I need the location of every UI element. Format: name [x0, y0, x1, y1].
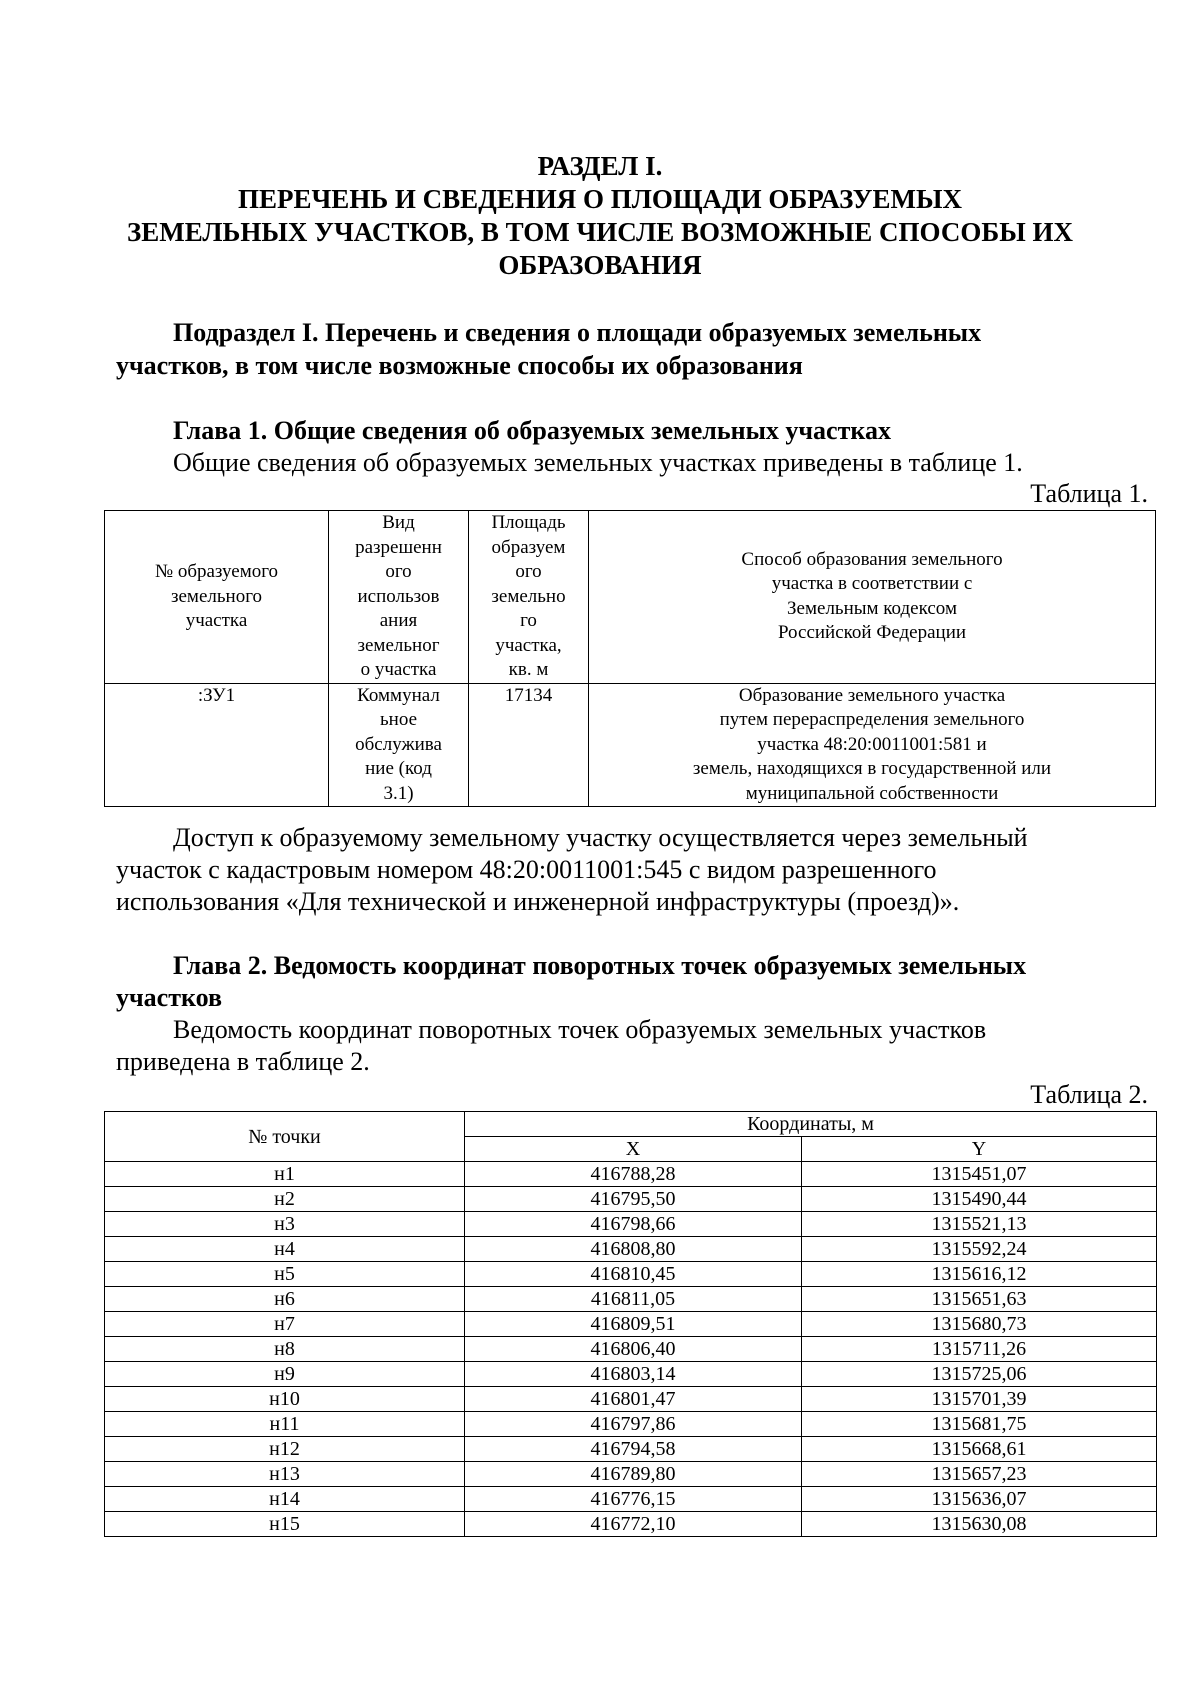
cell-point: н5 — [105, 1262, 465, 1287]
cell-y: 1315668,61 — [802, 1437, 1157, 1462]
table-row — [105, 1362, 1157, 1387]
table-1-caption: Таблица 1. — [1030, 479, 1148, 508]
cell-x: 416788,28 — [465, 1162, 802, 1187]
cell-permitted-use: Коммунал ьное обслужива ние (код 3.1) — [329, 683, 469, 807]
cell-x: 416789,80 — [465, 1462, 802, 1487]
cell-y: 1315521,13 — [802, 1212, 1157, 1237]
table-row — [105, 1412, 1157, 1437]
subsection-heading — [116, 316, 1106, 382]
cell-x: 416810,45 — [465, 1262, 802, 1287]
cell-y: 1315701,39 — [802, 1387, 1157, 1412]
cell-point: н10 — [105, 1387, 465, 1412]
section-title-line: ОБРАЗОВАНИЯ — [498, 250, 702, 280]
section-title-line: РАЗДЕЛ I. — [537, 151, 663, 181]
chapter-1-text: Общие сведения об образуемых земельных участках приведены в таблице 1. — [173, 448, 1023, 477]
section-title — [100, 150, 1100, 282]
table-row — [105, 1487, 1157, 1512]
cell-formation-method: Образование земельного участка путем перераспределения земельного участка 48:20:0011001:581 и земель, находящихся в государственной или муниципальной собственности — [589, 683, 1156, 807]
table-2-caption: Таблица 2. — [1030, 1080, 1148, 1109]
cell-point: н3 — [105, 1212, 465, 1237]
table-row — [105, 1512, 1157, 1537]
cell-x: 416801,47 — [465, 1387, 802, 1412]
header-permitted-use: Вид разрешенн ого использов ания земельног о участка — [329, 511, 469, 684]
table-row — [105, 1212, 1157, 1237]
cell-y: 1315630,08 — [802, 1512, 1157, 1537]
cell-y: 1315680,73 — [802, 1312, 1157, 1337]
chapter-1 — [116, 415, 1116, 479]
table-2 — [104, 1111, 1157, 1537]
cell-point: н15 — [105, 1512, 465, 1537]
table-2-body — [105, 1162, 1157, 1537]
header-area: Площадь образуем ого земельно го участка, кв. м — [469, 511, 589, 684]
cell-point: н13 — [105, 1462, 465, 1487]
cell-y: 1315711,26 — [802, 1337, 1157, 1362]
table-row — [105, 1462, 1157, 1487]
table-row — [105, 1337, 1157, 1362]
cell-y: 1315592,24 — [802, 1237, 1157, 1262]
table-row — [105, 1312, 1157, 1337]
subsection-line: Подраздел I. Перечень и сведения о площади образуемых земельных — [173, 318, 982, 347]
cell-area: 17134 — [469, 683, 589, 807]
chapter-2 — [116, 950, 1116, 1078]
cell-y: 1315657,23 — [802, 1462, 1157, 1487]
header-y: Y — [802, 1137, 1157, 1162]
table-row — [105, 683, 1156, 807]
cell-point: н7 — [105, 1312, 465, 1337]
header-parcel-number: № образуемого земельного участка — [105, 511, 329, 684]
cell-x: 416798,66 — [465, 1212, 802, 1237]
cell-x: 416809,51 — [465, 1312, 802, 1337]
table-row — [105, 1437, 1157, 1462]
cell-x: 416808,80 — [465, 1237, 802, 1262]
cell-point: н11 — [105, 1412, 465, 1437]
cell-x: 416797,86 — [465, 1412, 802, 1437]
cell-x: 416811,05 — [465, 1287, 802, 1312]
table-row — [105, 1262, 1157, 1287]
section-title-line: ЗЕМЕЛЬНЫХ УЧАСТКОВ, В ТОМ ЧИСЛЕ ВОЗМОЖНЫЕ СПОСОБЫ ИХ — [127, 217, 1073, 247]
cell-y: 1315725,06 — [802, 1362, 1157, 1387]
cell-point: н14 — [105, 1487, 465, 1512]
table-row — [105, 1287, 1157, 1312]
table-row — [105, 1237, 1157, 1262]
cell-parcel-number: :ЗУ1 — [105, 683, 329, 807]
table-row — [105, 1387, 1157, 1412]
cell-y: 1315451,07 — [802, 1162, 1157, 1187]
cell-point: н6 — [105, 1287, 465, 1312]
table-row — [105, 1187, 1157, 1212]
cell-x: 416803,14 — [465, 1362, 802, 1387]
table-1-header-row — [105, 511, 1156, 684]
cell-x: 416806,40 — [465, 1337, 802, 1362]
header-coordinates: Координаты, м — [465, 1112, 1157, 1137]
header-x: X — [465, 1137, 802, 1162]
header-point-number: № точки — [105, 1112, 465, 1162]
cell-y: 1315616,12 — [802, 1262, 1157, 1287]
cell-y: 1315490,44 — [802, 1187, 1157, 1212]
cell-x: 416776,15 — [465, 1487, 802, 1512]
cell-point: н1 — [105, 1162, 465, 1187]
cell-y: 1315636,07 — [802, 1487, 1157, 1512]
cell-point: н4 — [105, 1237, 465, 1262]
cell-point: н8 — [105, 1337, 465, 1362]
chapter-2-text-cont: приведена в таблице 2. — [116, 1047, 370, 1076]
header-formation-method: Способ образования земельного участка в соответствии с Земельным кодексом Российской Федерации — [589, 511, 1156, 684]
section-title-line: ПЕРЕЧЕНЬ И СВЕДЕНИЯ О ПЛОЩАДИ ОБРАЗУЕМЫХ — [237, 184, 962, 214]
cell-x: 416795,50 — [465, 1187, 802, 1212]
table-1 — [104, 510, 1156, 807]
cell-x: 416794,58 — [465, 1437, 802, 1462]
cell-x: 416772,10 — [465, 1512, 802, 1537]
cell-point: н12 — [105, 1437, 465, 1462]
chapter-2-heading: Глава 2. Ведомость координат поворотных точек образуемых земельных — [173, 951, 1027, 980]
cell-point: н2 — [105, 1187, 465, 1212]
access-paragraph: Доступ к образуемому земельному участку осуществляется через земельный участок с кадастровым номером 48:20:0011001:545 с видом разрешенного использования «Для технической и инженерной инфраструктуры (проезд)». — [116, 823, 1028, 916]
chapter-2-text: Ведомость координат поворотных точек образуемых земельных участков — [173, 1015, 987, 1044]
cell-y: 1315651,63 — [802, 1287, 1157, 1312]
chapter-1-heading: Глава 1. Общие сведения об образуемых земельных участках — [173, 416, 891, 445]
cell-point: н9 — [105, 1362, 465, 1387]
subsection-line: участков, в том числе возможные способы их образования — [116, 351, 803, 380]
chapter-2-heading-cont: участков — [116, 983, 223, 1012]
table-2-header-row — [105, 1112, 1157, 1137]
table-row — [105, 1162, 1157, 1187]
cell-y: 1315681,75 — [802, 1412, 1157, 1437]
